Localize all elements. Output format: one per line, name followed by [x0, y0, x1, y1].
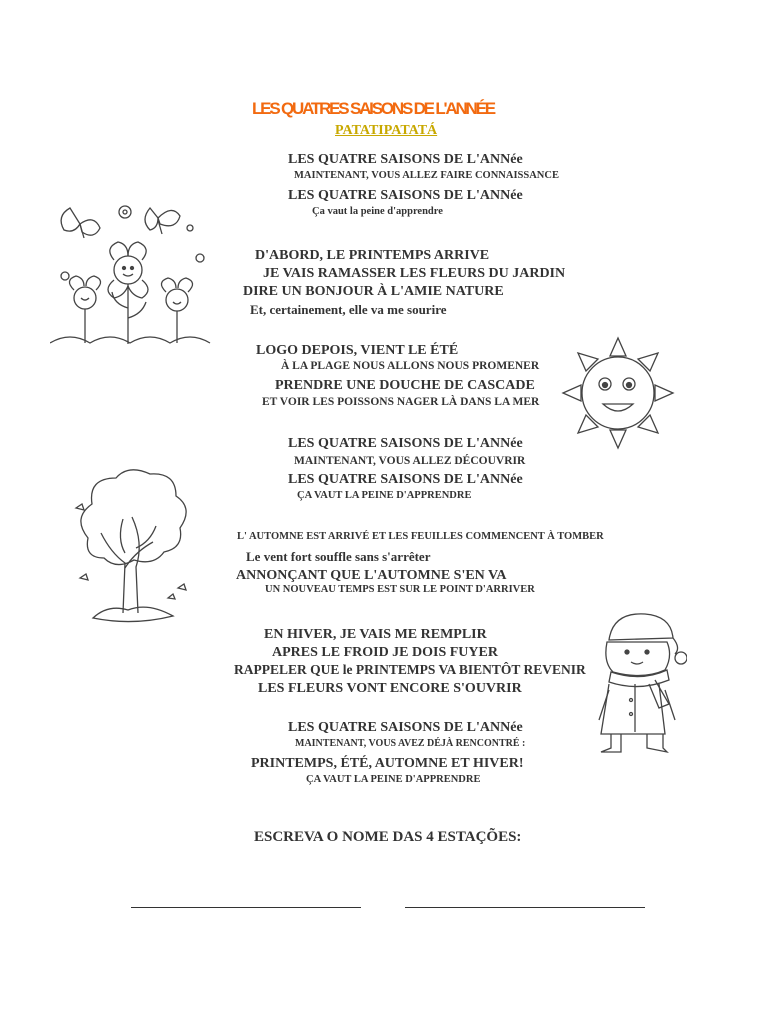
poem-line: LOGO DEPOIS, VIENT LE ÉTÉ — [256, 343, 459, 358]
page-title: LES QUATRES SAISONS DE L'ANNÉE — [252, 99, 494, 118]
poem-line: LES QUATRE SAISONS DE L'ANNée — [288, 472, 523, 487]
sun-icon — [545, 328, 690, 458]
poem-line: LES QUATRE SAISONS DE L'ANNée — [288, 152, 523, 167]
poem-line: Le vent fort souffle sans s'arrêter — [246, 549, 431, 564]
poem-line: LES QUATRE SAISONS DE L'ANNée — [288, 188, 523, 203]
exercise-heading: ESCREVA O NOME DAS 4 ESTAÇÕES: — [254, 829, 522, 845]
poem-line: À LA PLAGE NOUS ALLONS NOUS PROMENER — [281, 360, 540, 372]
poem-line: Ça vaut la peine d'apprendre — [312, 206, 443, 217]
poem-line: UN NOUVEAU TEMPS EST SUR LE POINT D'ARRIVER — [265, 584, 535, 595]
poem-line: ANNONÇANT QUE L'AUTOMNE S'EN VA — [236, 568, 507, 583]
poem-line: ET VOIR LES POISSONS NAGER LÀ DANS LA MER — [262, 396, 540, 408]
poem-line: MAINTENANT, VOUS ALLEZ FAIRE CONNAISSANCE — [294, 170, 559, 181]
poem-line: LES QUATRE SAISONS DE L'ANNée — [288, 436, 523, 451]
poem-line: PRINTEMPS, ÉTÉ, AUTOMNE ET HIVER! — [251, 756, 524, 771]
poem-line: EN HIVER, JE VAIS ME REMPLIR — [264, 627, 487, 642]
poem-line: ÇA VAUT LA PEINE D'APPRENDRE — [306, 774, 481, 785]
poem-line: PRENDRE UNE DOUCHE DE CASCADE — [275, 378, 535, 393]
spring-flowers-icon — [50, 198, 215, 348]
answer-line-left[interactable] — [131, 907, 361, 908]
poem-line: JE VAIS RAMASSER LES FLEURS DU JARDIN — [263, 266, 566, 281]
page-subtitle: PATATIPATATÁ — [335, 123, 438, 138]
poem-line: RAPPELER QUE le PRINTEMPS VA BIENTÔT REVENIR — [234, 662, 586, 677]
answer-line-right[interactable] — [405, 907, 645, 908]
winter-child-icon — [597, 610, 687, 758]
poem-line: MAINTENANT, VOUS ALLEZ DÉCOUVRIR — [294, 455, 526, 467]
poem-line: APRES LE FROID JE DOIS FUYER — [272, 645, 498, 660]
autumn-tree-icon — [68, 468, 193, 628]
poem-line: Et, certainement, elle va me sourire — [250, 302, 447, 317]
poem-line: ÇA VAUT LA PEINE D'APPRENDRE — [297, 490, 472, 501]
poem-line: LES QUATRE SAISONS DE L'ANNée — [288, 720, 523, 735]
poem-line: LES FLEURS VONT ENCORE S'OUVRIR — [258, 681, 522, 696]
poem-line: MAINTENANT, VOUS AVEZ DÉJÀ RENCONTRÉ : — [295, 738, 526, 749]
poem-line: D'ABORD, LE PRINTEMPS ARRIVE — [255, 248, 490, 263]
poem-line: DIRE UN BONJOUR À L'AMIE NATURE — [243, 284, 504, 299]
poem-line: L' AUTOMNE EST ARRIVÉ ET LES FEUILLES COMMENCENT À TOMBER — [237, 531, 604, 542]
